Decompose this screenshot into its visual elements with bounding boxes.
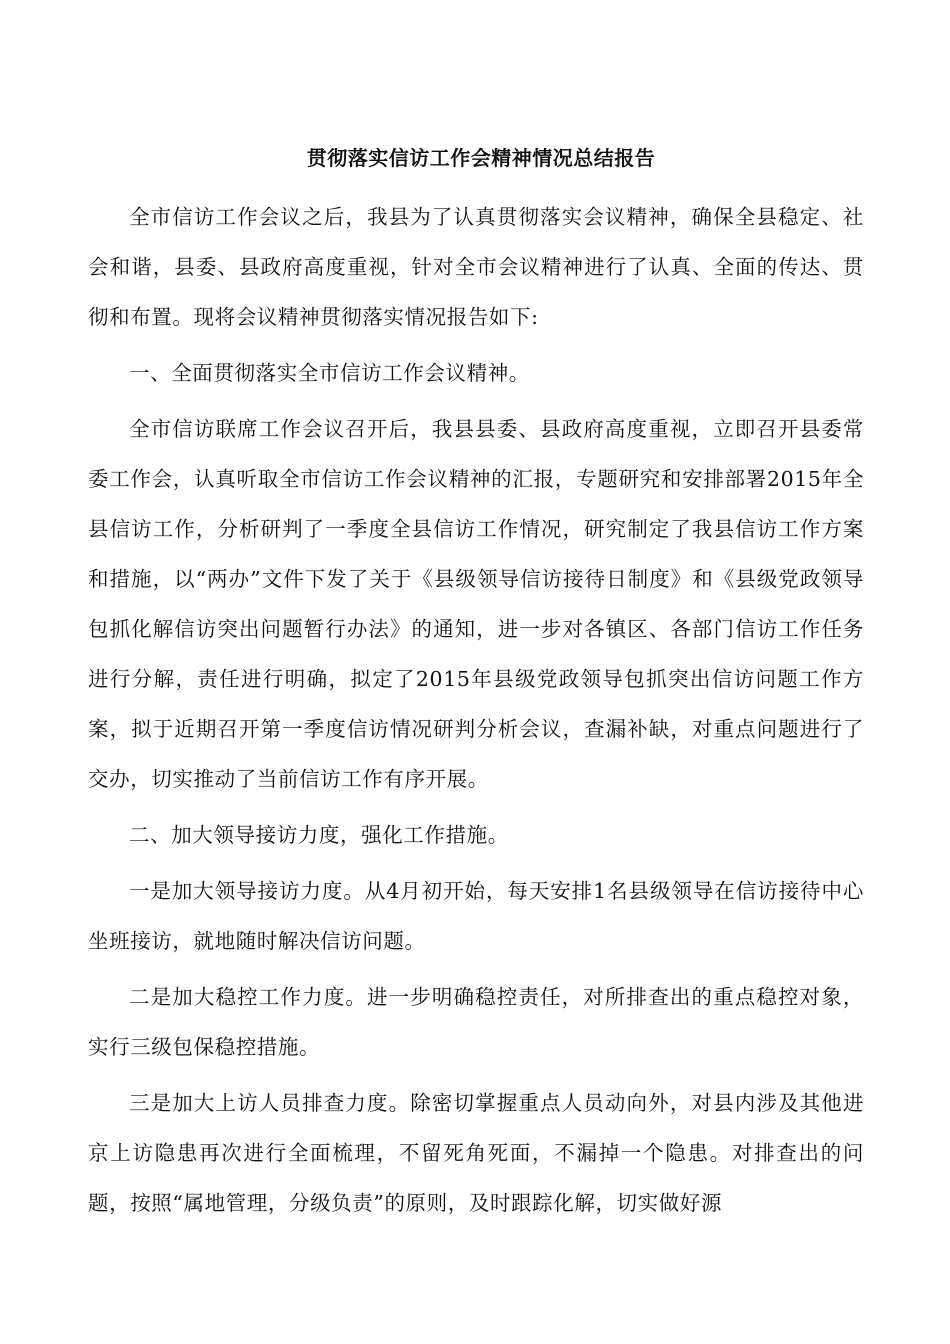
section-heading-2: 二、加大领导接访力度，强化工作措施。: [129, 823, 509, 847]
paragraph-measure-3: 三是加大上访人员排查力度。除密切掌握重点人员动向外，对县内涉及其他进京上访隐患再次进行全面梳理，不留死角死面，不漏掉一个隐患。对排查出的问题，按照“属地管理，分级负责”的原则，及时跟踪化解，切实做好源: [88, 1091, 864, 1215]
paragraph-measure-2: 二是加大稳控工作力度。进一步明确稳控责任，对所排查出的重点稳控对象，实行三级包保稳控措施。: [88, 985, 864, 1059]
document-title: 贯彻落实信访工作会精神情况总结报告: [306, 146, 656, 170]
section-heading-1: 一、全面贯彻落实全市信访工作会议精神。: [129, 361, 530, 385]
paragraph-section-1-body: 全市信访联席工作会议召开后，我县县委、县政府高度重视，立即召开县委常委工作会，认真听取全市信访工作会议精神的汇报，专题研究和安排部署2015年全县信访工作，分析研判了一季度全县信访工作情况，研究制定了我县信访工作方案和措施，以“两办”文件下发了关于《县级领导信访接待日制度》和《县级党政领导包抓化解信访突出问题暂行办法》的通知，进一步对各镇区、各部门信访工作任务进行分解，责任进行明确，拟定了2015年县级党政领导包抓突出信访问题工作方案，拟于近期召开第一季度信访情况研判分析会议，查漏补缺，对重点问题进行了交办，切实推动了当前信访工作有序开展。: [88, 417, 864, 791]
paragraph-measure-1: 一是加大领导接访力度。从4月初开始，每天安排1名县级领导在信访接待中心坐班接访，就地随时解决信访问题。: [88, 879, 864, 953]
paragraph-intro: 全市信访工作会议之后，我县为了认真贯彻落实会议精神，确保全县稳定、社会和谐，县委、县政府高度重视，针对全市会议精神进行了认真、全面的传达、贯彻和布置。现将会议精神贯彻落实情况报告如下:: [88, 205, 864, 329]
